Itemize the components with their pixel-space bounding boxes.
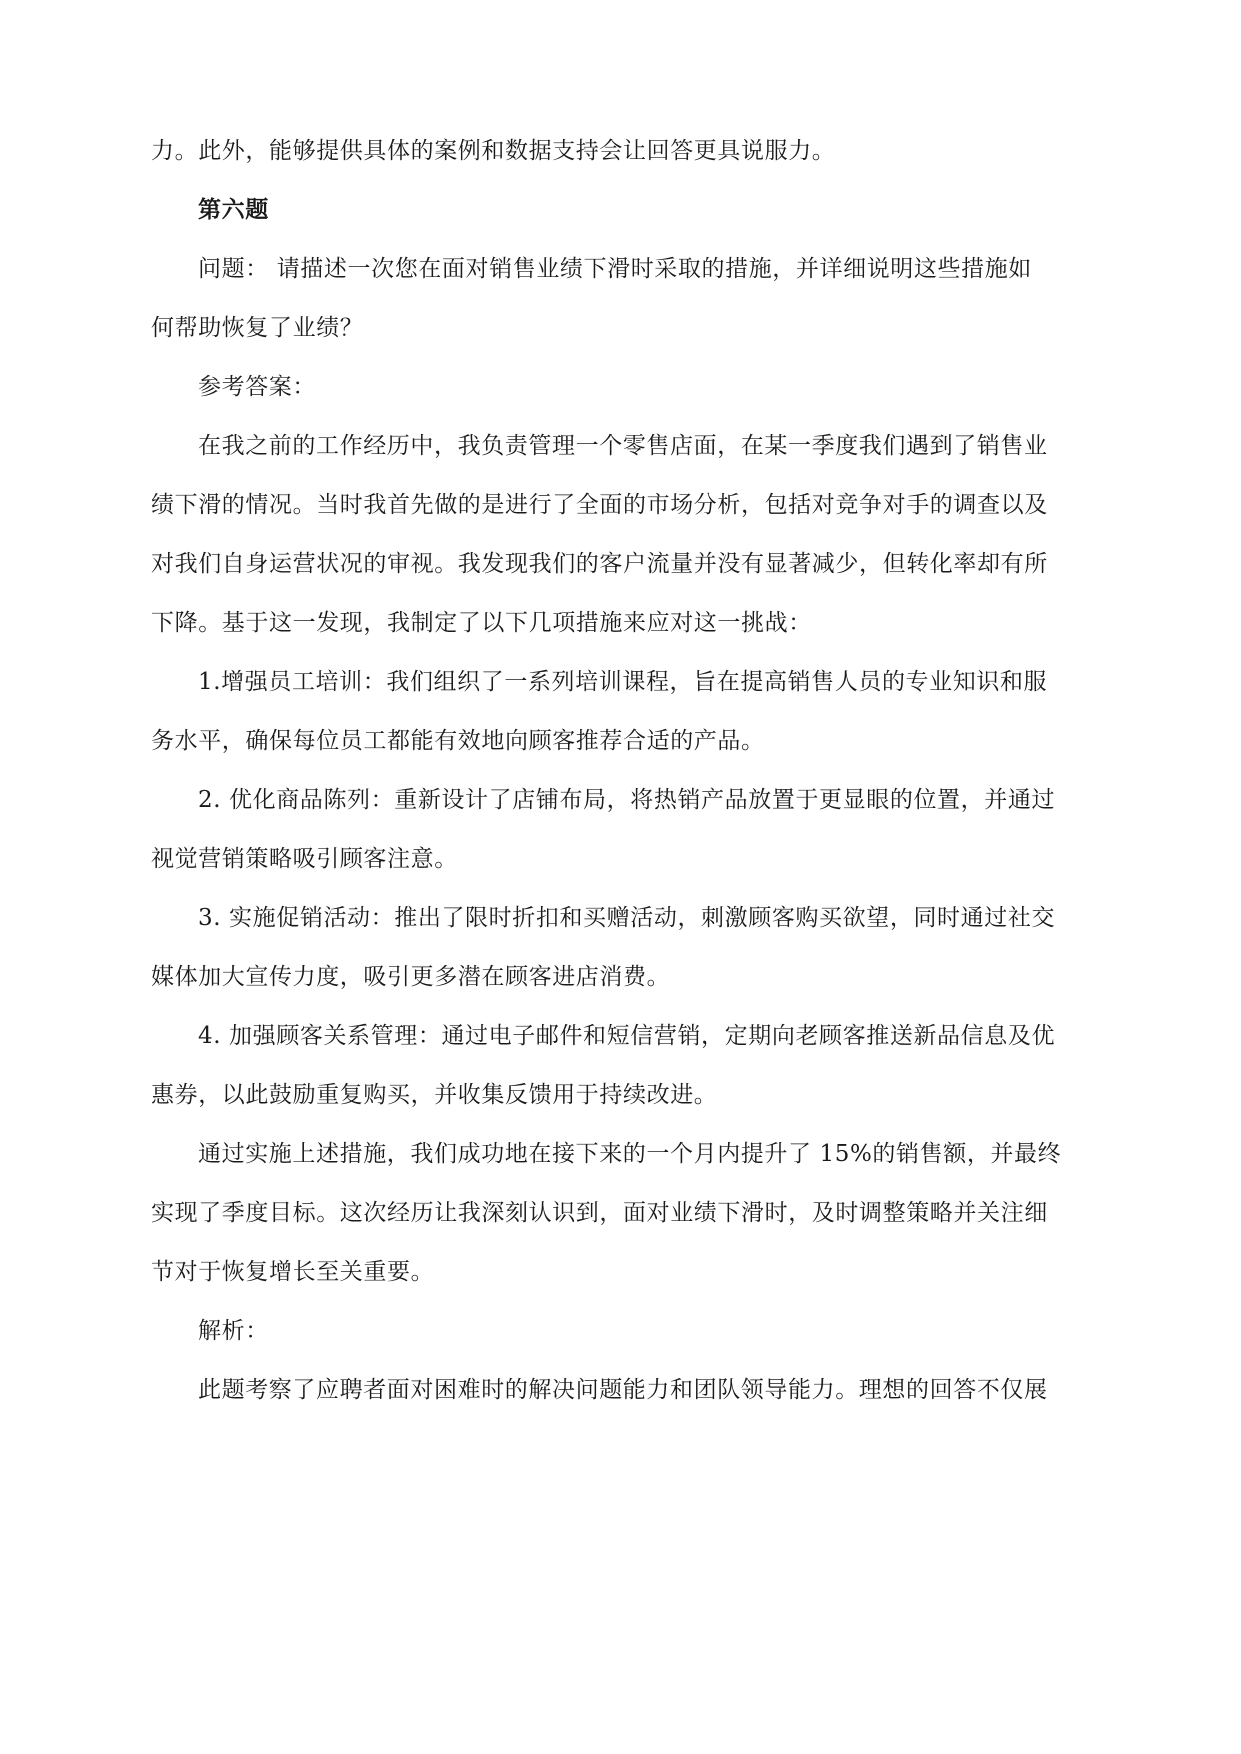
list-item-line: 2. 优化商品陈列：重新设计了店铺布局，将热销产品放置于更显眼的位置，并通过	[198, 787, 1056, 813]
list-item-line: 4. 加强顾客关系管理：通过电子邮件和短信营销，定期向老顾客推送新品信息及优	[198, 1023, 1056, 1049]
question-line: 何帮助恢复了业绩？	[151, 315, 364, 341]
paragraph-line: 下降。基于这一发现，我制定了以下几项措施来应对这一挑战：	[151, 610, 812, 636]
paragraph-line: 实现了季度目标。这次经历让我深刻认识到，面对业绩下滑时，及时调整策略并关注细	[151, 1200, 1048, 1226]
list-item-line: 1.增强员工培训：我们组织了一系列培训课程，旨在提高销售人员的专业知识和服	[198, 669, 1048, 695]
question-line: 问题： 请描述一次您在面对销售业绩下滑时采取的措施，并详细说明这些措施如	[198, 256, 1032, 282]
list-item-line: 媒体加大宣传力度，吸引更多潜在顾客进店消费。	[151, 964, 671, 990]
paragraph-line: 力。此外，能够提供具体的案例和数据支持会让回答更具说服力。	[151, 138, 836, 164]
list-item-line: 视觉营销策略吸引顾客注意。	[151, 846, 458, 872]
list-item-line: 3. 实施促销活动：推出了限时折扣和买赠活动，刺激顾客购买欲望，同时通过社交	[198, 905, 1056, 931]
paragraph-line: 在我之前的工作经历中，我负责管理一个零售店面，在某一季度我们遇到了销售业	[198, 433, 1048, 459]
list-item-line: 务水平，确保每位员工都能有效地向顾客推荐合适的产品。	[151, 728, 765, 754]
list-item-line: 惠券，以此鼓励重复购买，并收集反馈用于持续改进。	[151, 1082, 718, 1108]
paragraph-line: 此题考察了应聘者面对困难时的解决问题能力和团队领导能力。理想的回答不仅展	[198, 1377, 1048, 1403]
paragraph-line: 节对于恢复增长至关重要。	[151, 1259, 435, 1285]
answer-label: 参考答案：	[198, 374, 316, 400]
analysis-label: 解析：	[198, 1318, 269, 1344]
paragraph-line: 对我们自身运营状况的审视。我发现我们的客户流量并没有显著减少，但转化率却有所	[151, 551, 1048, 577]
paragraph-line: 绩下滑的情况。当时我首先做的是进行了全面的市场分析，包括对竞争对手的调查以及	[151, 492, 1048, 518]
section-heading: 第六题	[198, 196, 269, 223]
paragraph-line: 通过实施上述措施，我们成功地在接下来的一个月内提升了 15%的销售额，并最终	[198, 1141, 1062, 1167]
